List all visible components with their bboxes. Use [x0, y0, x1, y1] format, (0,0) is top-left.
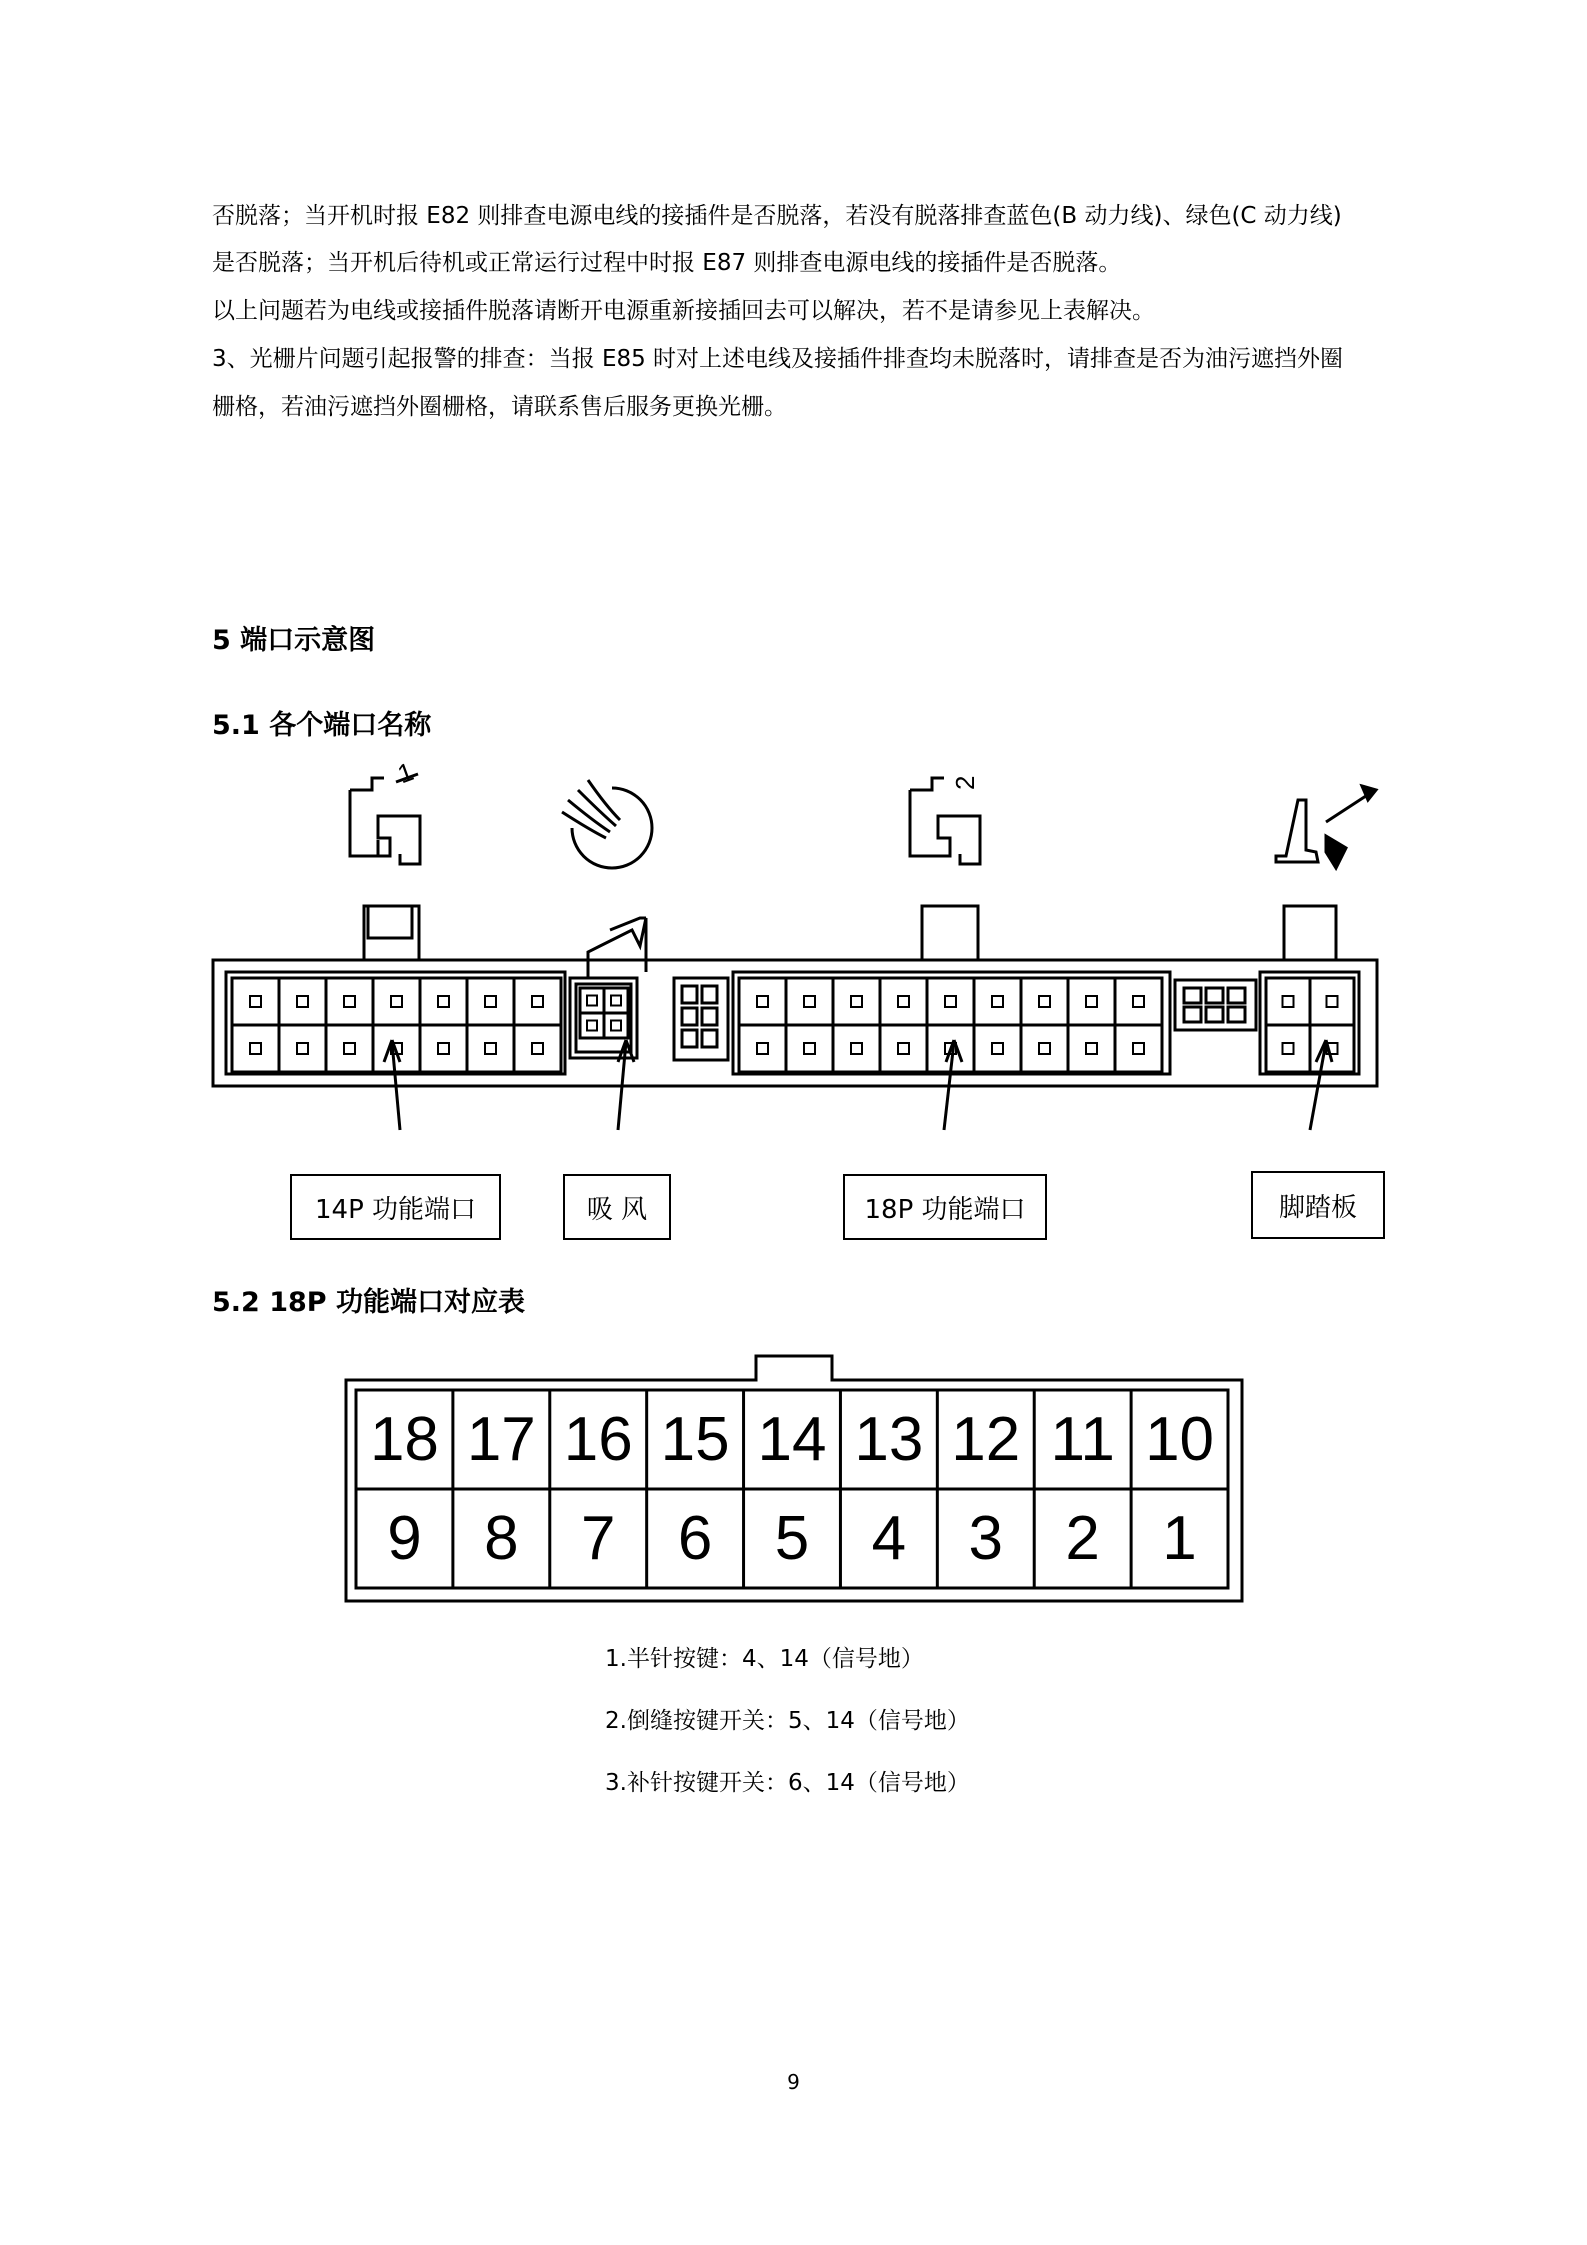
paragraph-line-5: 栅格，若油污遮挡外圈栅格，请联系售后服务更换光栅。 — [212, 394, 787, 420]
pin-number-cell: 14 — [757, 1405, 827, 1474]
pin-number-cell: 13 — [854, 1405, 924, 1474]
function-port-1-digit: 1 — [393, 756, 418, 790]
pin-number-cell: 11 — [1050, 1405, 1115, 1474]
pin-number-cell: 9 — [387, 1504, 422, 1573]
paragraph-line-4: 3、光栅片问题引起报警的排查：当报 E85 时对上述电线及接插件排查均未脱落时，请排查是否为油污遮挡外圈 — [212, 346, 1344, 372]
pin-number-cell: 18 — [369, 1405, 439, 1474]
port-label-suction: 吸 风 — [563, 1174, 671, 1240]
pin-number-cell: 1 — [1162, 1504, 1197, 1573]
pin-number-cell: 17 — [466, 1405, 536, 1474]
note-reverse-stitch: 2.倒缝按键开关：5、14（信号地） — [605, 1708, 970, 1734]
function-port-2-digit: 2 — [950, 775, 980, 790]
section-5-2-heading: 5.2 18P 功能端口对应表 — [212, 1287, 525, 1318]
pin-number-cell: 10 — [1145, 1405, 1215, 1474]
note-half-stitch: 1.半针按键：4、14（信号地） — [605, 1646, 924, 1672]
pin-number-cell: 16 — [563, 1405, 633, 1474]
paragraph-line-1: 否脱落；当开机时报 E82 则排查电源电线的接插件是否脱落，若没有脱落排查蓝色(B 动力线)、绿色(C 动力线) — [212, 203, 1342, 229]
pin-number-cell: 4 — [871, 1504, 907, 1573]
paragraph-line-2: 是否脱落；当开机后待机或正常运行过程中时报 E87 则排查电源电线的接插件是否脱落。 — [212, 250, 1122, 276]
port-label-18p: 18P 功能端口 — [843, 1174, 1047, 1240]
pin-number-cell: 2 — [1065, 1504, 1100, 1573]
pin-number-cell: 8 — [484, 1504, 519, 1573]
pin-number-cell: 12 — [951, 1405, 1021, 1474]
note-fill-stitch: 3.补针按键开关：6、14（信号地） — [605, 1770, 970, 1796]
pin-number-cell: 7 — [580, 1504, 616, 1573]
pin-number-cell: 5 — [774, 1504, 810, 1573]
pin-number-cell: 3 — [968, 1504, 1003, 1573]
pin-number-cell: 15 — [660, 1405, 730, 1474]
port-label-14p: 14P 功能端口 — [290, 1174, 501, 1240]
section-5-heading: 5 端口示意图 — [212, 625, 376, 656]
paragraph-line-3: 以上问题若为电线或接插件脱落请断开电源重新接插回去可以解决，若不是请参见上表解决。 — [212, 298, 1155, 324]
page-number: 9 — [787, 2070, 800, 2094]
pin-number-cell: 6 — [677, 1504, 713, 1573]
section-5-1-heading: 5.1 各个端口名称 — [212, 710, 432, 741]
port-label-pedal: 脚踏板 — [1251, 1171, 1385, 1239]
